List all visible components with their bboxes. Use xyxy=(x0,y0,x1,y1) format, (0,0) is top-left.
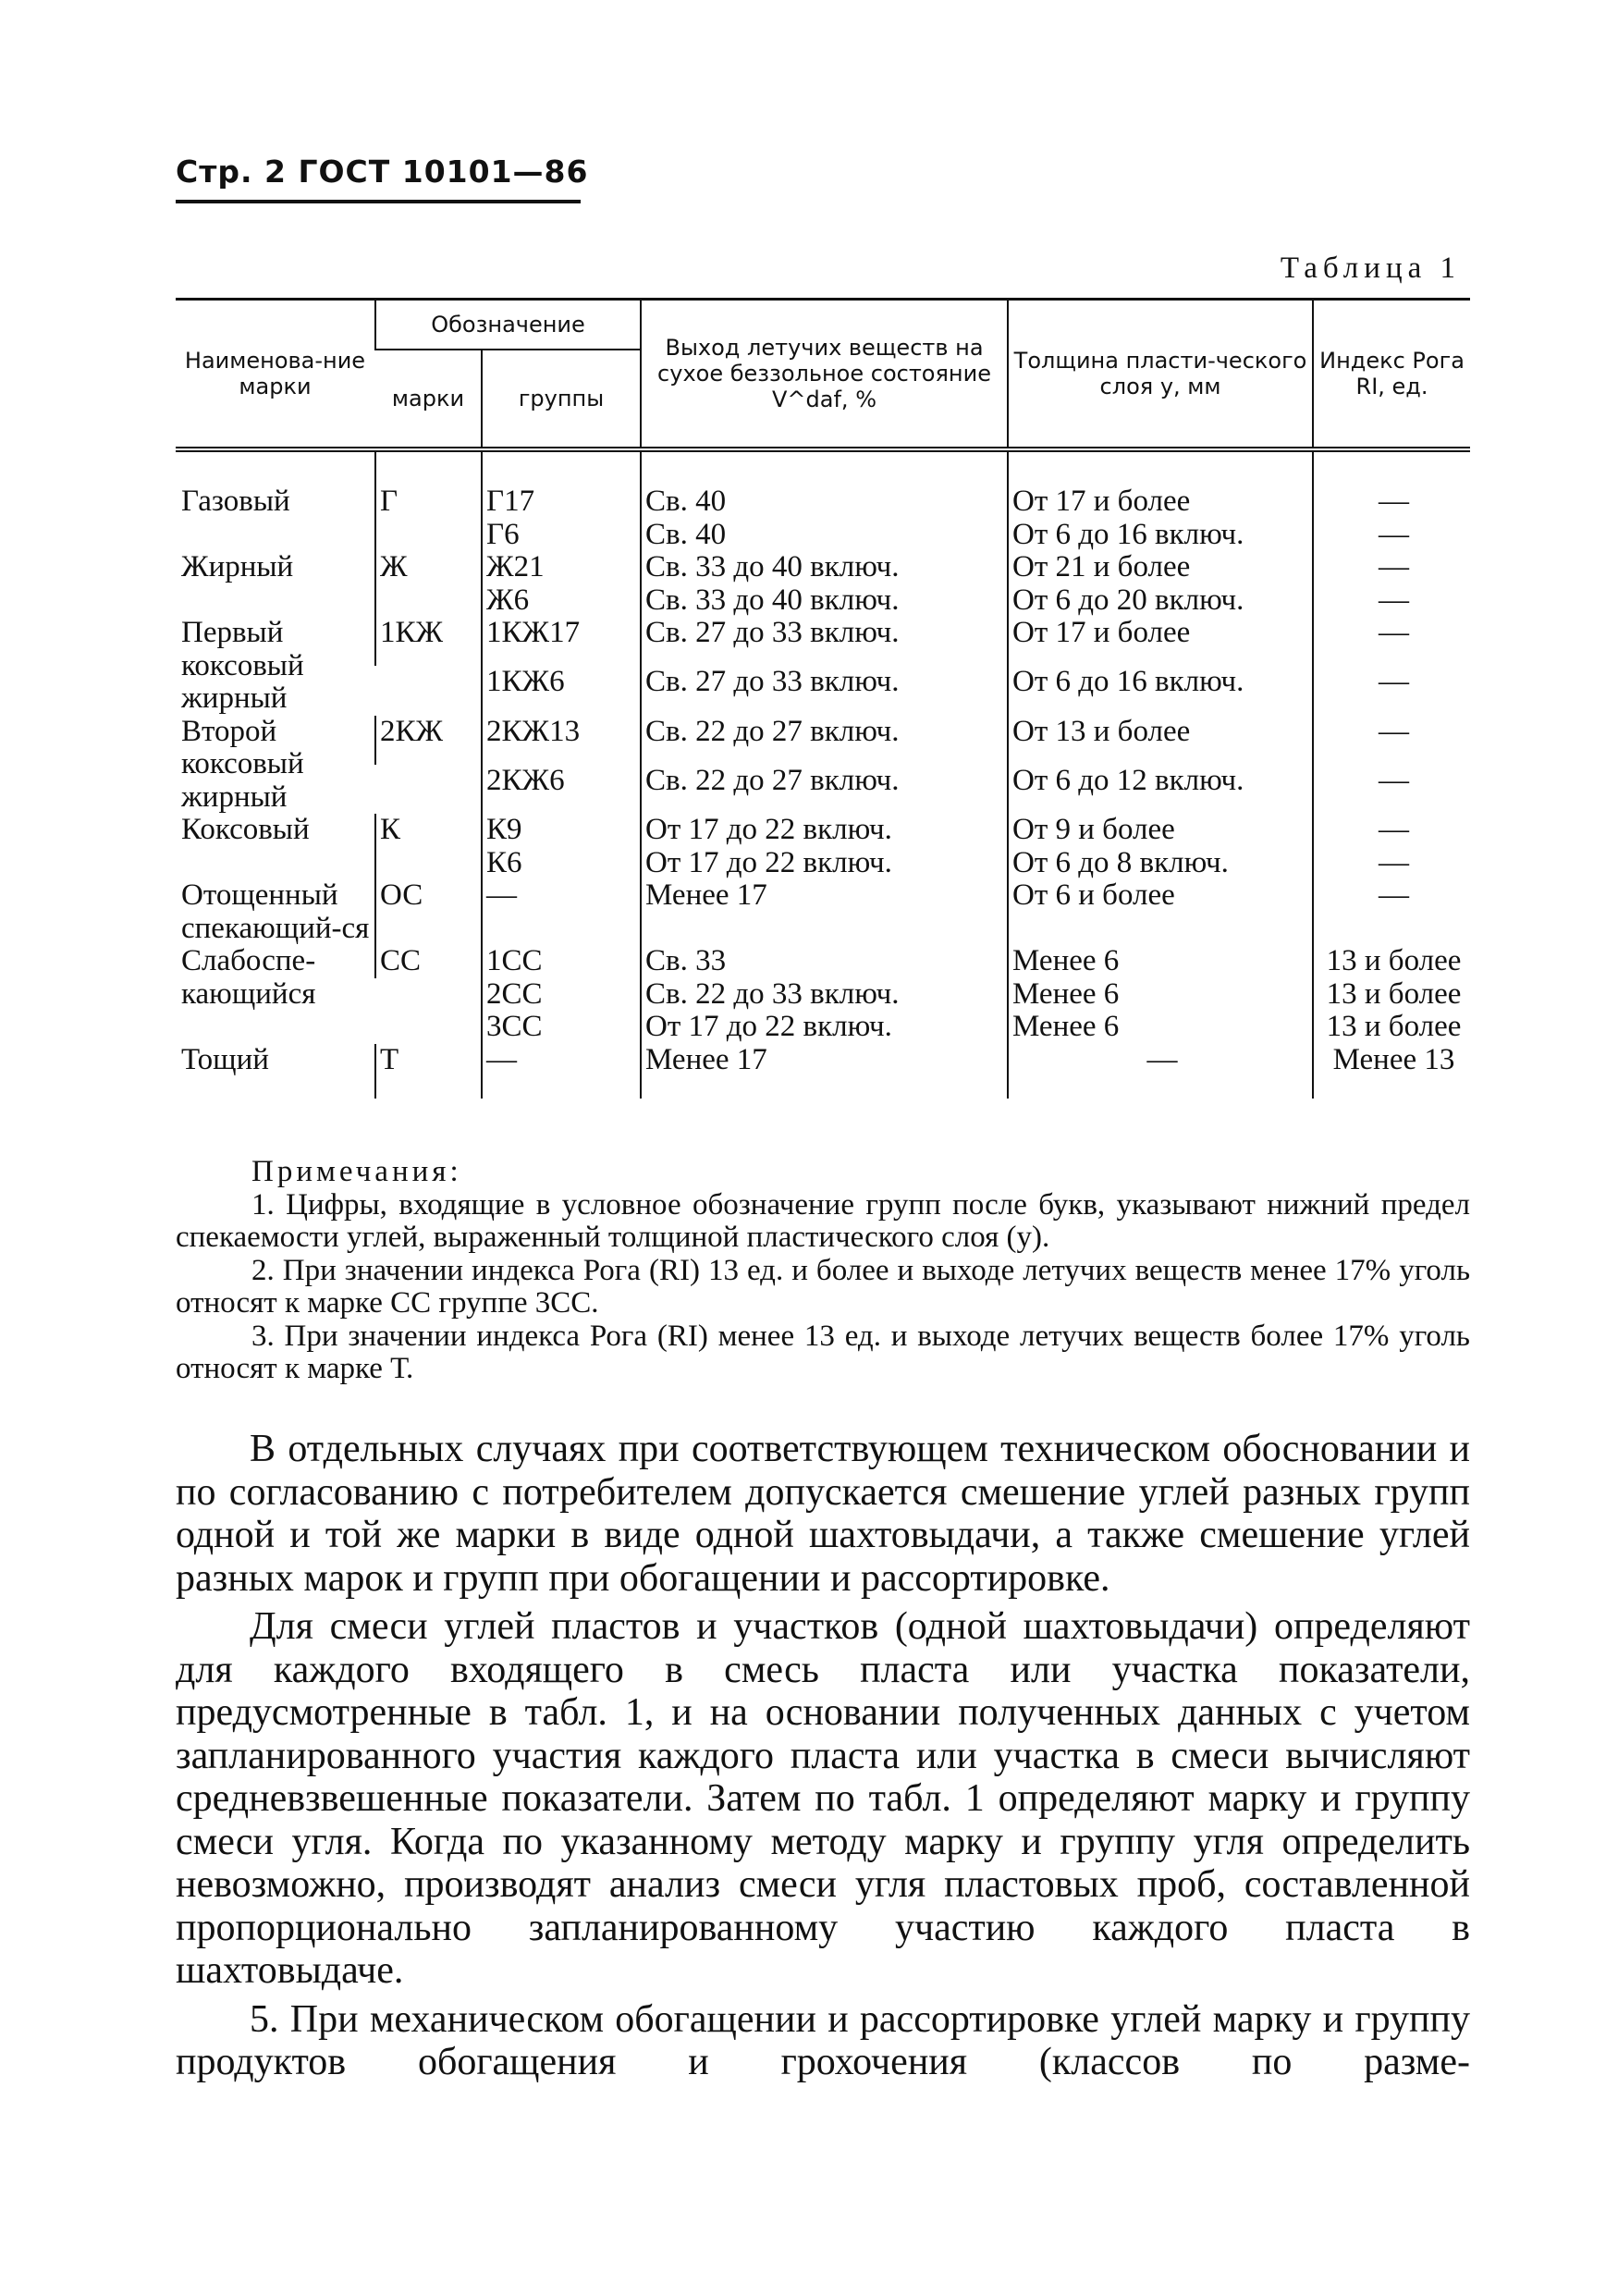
cell-volatile: Св. 33 до 40 включ. xyxy=(641,584,1008,618)
cell-volatile: Св. 33 xyxy=(641,945,1008,978)
cell-ri: — xyxy=(1313,519,1470,552)
cell-mark xyxy=(375,847,482,880)
cell-thickness: — xyxy=(1008,1044,1313,1099)
cell-thickness: Менее 6 xyxy=(1008,978,1313,1012)
cell-mark xyxy=(375,519,482,552)
header-volatile: Выход летучих веществ на сухое беззольное состояние V^daf, % xyxy=(641,300,1008,450)
cell-ri: 13 и более xyxy=(1313,945,1470,978)
cell-volatile: Св. 22 до 33 включ. xyxy=(641,978,1008,1012)
cell-group: 1КЖ17 xyxy=(482,617,641,666)
body-text xyxy=(176,1428,1470,2090)
cell-group: — xyxy=(482,879,641,945)
cell-group: 1КЖ6 xyxy=(482,666,641,715)
cell-ri: — xyxy=(1313,716,1470,765)
table-row xyxy=(176,617,1470,666)
cell-volatile: Менее 17 xyxy=(641,879,1008,945)
cell-thickness: От 17 и более xyxy=(1008,617,1313,666)
cell-mark xyxy=(375,978,482,1012)
cell-ri: 13 и более xyxy=(1313,1011,1470,1044)
table-row xyxy=(176,449,1470,519)
cell-mark xyxy=(375,1011,482,1044)
notes-title: Примечания: xyxy=(251,1155,462,1188)
cell-ri: — xyxy=(1313,584,1470,618)
cell-volatile: Св. 27 до 33 включ. xyxy=(641,617,1008,666)
cell-thickness: От 9 и более xyxy=(1008,814,1313,847)
cell-ri: — xyxy=(1313,765,1470,814)
header-roga: Индекс Рога RI, ед. xyxy=(1313,300,1470,450)
header-name: Наименова-ние марки xyxy=(176,300,375,450)
cell-group: 1СС xyxy=(482,945,641,978)
note-item: 1. Цифры, входящие в условное обозначение групп после букв, указывают нижний предел спекаемости углей, выраженный толщиной пластического слоя (y). xyxy=(176,1187,1470,1254)
cell-ri: — xyxy=(1313,879,1470,945)
table-row xyxy=(176,716,1470,765)
body-paragraph: В отдельных случаях при соответствующем техническом обосновании и по согласованию с потребителем допускается смешение углей разных групп одной и той же марки в виде одной шахтовыдачи, а также смешение углей разных марок и групп при обогащении и рассортировке. xyxy=(176,1428,1470,1600)
header-mark: марки xyxy=(375,350,482,449)
cell-name xyxy=(176,519,375,552)
cell-volatile: Св. 40 xyxy=(641,519,1008,552)
cell-group: 2КЖ6 xyxy=(482,765,641,814)
cell-mark: ОС xyxy=(375,879,482,945)
cell-thickness: От 6 до 12 включ. xyxy=(1008,765,1313,814)
cell-name: Слабоспе-кающийся xyxy=(181,944,316,1011)
cell-name: Второй коксовый жирный xyxy=(181,714,304,814)
cell-mark: Г xyxy=(375,449,482,519)
cell-volatile: Св. 33 до 40 включ. xyxy=(641,551,1008,584)
cell-volatile: Менее 17 xyxy=(641,1044,1008,1099)
cell-volatile: От 17 до 22 включ. xyxy=(641,1011,1008,1044)
table-row xyxy=(176,551,1470,584)
cell-ri: — xyxy=(1313,666,1470,715)
cell-volatile: Св. 22 до 27 включ. xyxy=(641,716,1008,765)
table-row xyxy=(176,584,1470,618)
cell-thickness: Менее 6 xyxy=(1008,945,1313,978)
table-row xyxy=(176,814,1470,847)
cell-ri: 13 и более xyxy=(1313,978,1470,1012)
header-designation: Обозначение xyxy=(375,300,641,350)
cell-thickness: От 6 до 8 включ. xyxy=(1008,847,1313,880)
notes-section xyxy=(176,1156,1470,1386)
cell-group: Г6 xyxy=(482,519,641,552)
cell-name: Газовый xyxy=(181,485,290,518)
cell-group: 2КЖ13 xyxy=(482,716,641,765)
cell-ri: — xyxy=(1313,551,1470,584)
header-rule xyxy=(176,200,581,203)
cell-ri: — xyxy=(1313,847,1470,880)
cell-name: Тощий xyxy=(181,1042,269,1076)
note-item: 2. При значении индекса Рога (RI) 13 ед. и более и выходе летучих веществ менее 17% уголь относят к марке СС группе 3СС. xyxy=(176,1253,1470,1320)
cell-mark: Т xyxy=(375,1044,482,1099)
cell-mark: 1КЖ xyxy=(375,617,482,666)
cell-thickness: От 6 до 16 включ. xyxy=(1008,519,1313,552)
cell-group: — xyxy=(482,1044,641,1099)
cell-thickness: От 13 и более xyxy=(1008,716,1313,765)
cell-mark: 2КЖ xyxy=(375,716,482,765)
cell-group: Ж21 xyxy=(482,551,641,584)
cell-group: К9 xyxy=(482,814,641,847)
cell-volatile: Св. 40 xyxy=(641,449,1008,519)
cell-thickness: От 6 и более xyxy=(1008,879,1313,945)
header-group: группы xyxy=(482,350,641,449)
cell-mark: СС xyxy=(375,945,482,978)
cell-name xyxy=(176,584,375,618)
cell-mark xyxy=(375,765,482,814)
page-header: Стр. 2 ГОСТ 10101—86 xyxy=(176,153,589,190)
cell-thickness: От 21 и более xyxy=(1008,551,1313,584)
cell-thickness: От 17 и более xyxy=(1008,449,1313,519)
cell-group: Г17 xyxy=(482,449,641,519)
cell-ri: — xyxy=(1313,617,1470,666)
cell-thickness: От 6 до 16 включ. xyxy=(1008,666,1313,715)
cell-volatile: Св. 27 до 33 включ. xyxy=(641,666,1008,715)
table-row xyxy=(176,1044,1470,1099)
cell-group: К6 xyxy=(482,847,641,880)
cell-name: Первый коксовый жирный xyxy=(181,616,304,715)
body-paragraph: Для смеси углей пластов и участков (одной шахтовыдачи) определяют для каждого входящего в смесь пласта или участка показатели, предусмотренные в табл. 1, и на основании полученных данных с учетом запланированного участия каждого пласта или участка в смеси вычисляют средневзвешенные показатели. Затем по табл. 1 определяют марку и группу смеси угля. Когда по указанному методу марку и группу угля определить невозможно, производят анализ смеси угля пластовых проб, составленной пропорционально запланированному участию каждого пласта в шахтовыдаче. xyxy=(176,1605,1470,1992)
cell-group: 3СС xyxy=(482,1011,641,1044)
cell-thickness: От 6 до 20 включ. xyxy=(1008,584,1313,618)
cell-name xyxy=(176,847,375,880)
note-item: 3. При значении индекса Рога (RI) менее 13 ед. и выходе летучих веществ более 17% уголь относят к марке Т. xyxy=(176,1319,1470,1385)
cell-thickness: Менее 6 xyxy=(1008,1011,1313,1044)
table-row xyxy=(176,879,1470,945)
cell-group: 2СС xyxy=(482,978,641,1012)
cell-mark xyxy=(375,584,482,618)
cell-group: Ж6 xyxy=(482,584,641,618)
header-thickness: Толщина пласти-ческого слоя y, мм xyxy=(1008,300,1313,450)
cell-mark xyxy=(375,666,482,715)
cell-ri: Менее 13 xyxy=(1313,1044,1470,1099)
coal-grades-table-wrapper xyxy=(176,298,1470,1099)
table-row xyxy=(176,945,1470,978)
table-row xyxy=(176,847,1470,880)
body-paragraph: 5. При механическом обогащении и рассортировке углей марку и группу продуктов обогащения и грохочения (классов по разме- xyxy=(176,1997,1470,2083)
cell-mark: Ж xyxy=(375,551,482,584)
cell-name: Жирный xyxy=(181,550,294,583)
cell-ri: — xyxy=(1313,814,1470,847)
cell-volatile: Св. 22 до 27 включ. xyxy=(641,765,1008,814)
cell-name: Коксовый xyxy=(181,813,310,846)
table-caption: Таблица 1 xyxy=(1280,252,1461,285)
cell-volatile: От 17 до 22 включ. xyxy=(641,847,1008,880)
cell-ri: — xyxy=(1313,449,1470,519)
cell-volatile: От 17 до 22 включ. xyxy=(641,814,1008,847)
table-row xyxy=(176,519,1470,552)
cell-mark: К xyxy=(375,814,482,847)
cell-name: Отощенный спекающий-ся xyxy=(181,878,370,945)
coal-grades-table xyxy=(176,298,1470,1099)
